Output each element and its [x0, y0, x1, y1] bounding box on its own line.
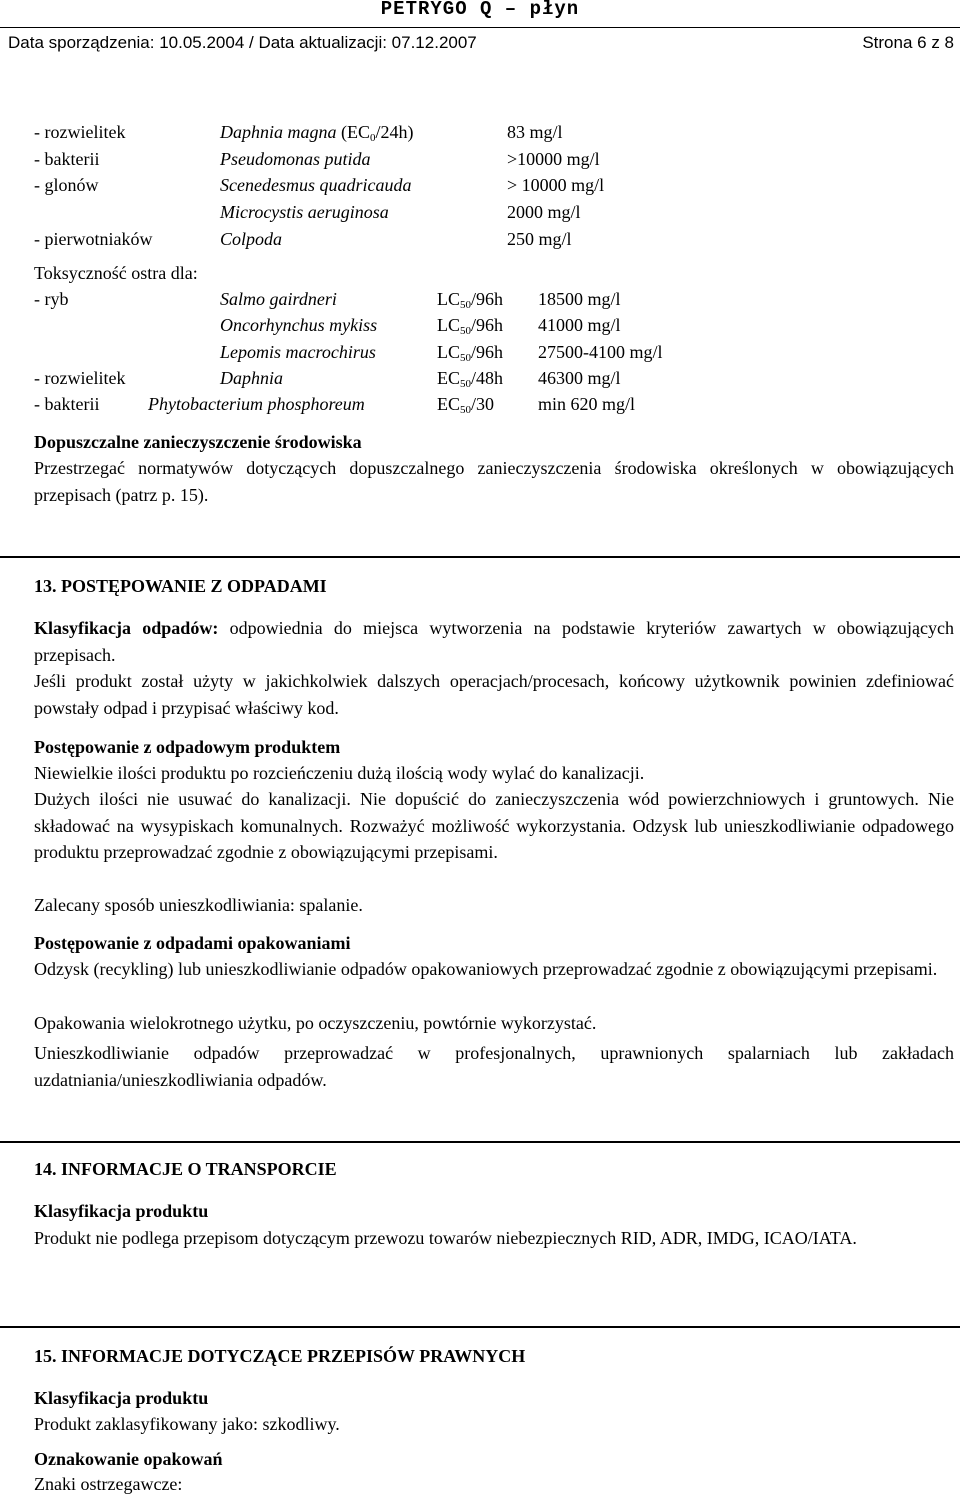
- regulatory-classification-heading: Klasyfikacja produktu: [34, 1388, 209, 1408]
- section-divider: [0, 556, 960, 558]
- table-row: [0, 392, 960, 416]
- test-type: [437, 340, 503, 364]
- table-row: [0, 366, 960, 390]
- test-prefix: LC: [437, 289, 461, 309]
- species-name: Microcystis aeruginosa: [220, 202, 389, 222]
- header-dates: Data sporządzenia: 10.05.2004 / Data aktualizacji: 07.12.2007: [8, 33, 477, 52]
- species-name: Scenedesmus quadricauda: [220, 175, 412, 195]
- section-divider: [0, 1141, 960, 1143]
- waste-product-text-3: Zalecany sposób unieszkodliwiania: spalanie.: [34, 895, 363, 915]
- organism-group: - bakterii: [34, 394, 100, 414]
- test-subscript: 50: [460, 325, 472, 337]
- species-name: Lepomis macrochirus: [220, 342, 376, 362]
- waste-classification-label: Klasyfikacja odpadów:: [34, 618, 219, 638]
- toxicity-value: 41000 mg/l: [538, 315, 621, 335]
- toxicity-value: 250 mg/l: [507, 229, 572, 249]
- table-row: [0, 227, 960, 251]
- waste-product-text-2: Dużych ilości nie usuwać do kanalizacji. Nie dopuścić do zanieczyszczenia wód powierzchniowych i gruntowych. Nie składować na wysypiskach komunalnych. Rozważyć możliwość wykorzystania. Odzysk lub unieszkodliwianie odpadowego produktu przeprowadzać zgodnie z obowiązującymi przepisami.: [34, 789, 954, 862]
- table-row: [0, 340, 960, 364]
- test-subscript: 0: [370, 132, 376, 144]
- waste-classification-text: odpowiednia do miejsca wytworzenia na podstawie kryteriów zawartych w obowiązujących przepisach.: [34, 618, 954, 665]
- organism-group: - rozwielitek: [34, 368, 126, 388]
- test-duration: /96h: [471, 289, 504, 309]
- table-row: [0, 173, 960, 197]
- waste-classification-note: Jeśli produkt został użyty w jakichkolwiek dalszych operacjach/procesach, końcowy użytkownik powinien zdefiniować powstały odpad i przypisać właściwy kod.: [34, 671, 954, 718]
- waste-product-heading: Postępowanie z odpadowym produktem: [34, 737, 341, 757]
- test-duration: /24h): [375, 122, 414, 142]
- toxicity-value: >10000 mg/l: [507, 149, 600, 169]
- test-type: [437, 313, 503, 337]
- test-subscript: 50: [460, 404, 472, 416]
- section-divider: [0, 1326, 960, 1328]
- toxicity-value: 2000 mg/l: [507, 202, 581, 222]
- table-row: [0, 147, 960, 171]
- packaging-text-3: Unieszkodliwianie odpadów przeprowadzać w profesjonalnych, uprawnionych spalarniach lub zakładach uzdatniania/unieszkodliwiania odpadów.: [34, 1043, 954, 1090]
- toxicity-value: min 620 mg/l: [538, 394, 636, 414]
- table-row: [0, 200, 960, 224]
- section-15-title: 15. INFORMACJE DOTYCZĄCE PRZEPISÓW PRAWNYCH: [34, 1346, 526, 1366]
- test-subscript: 50: [460, 352, 472, 364]
- acute-toxicity-heading: Toksyczność ostra dla:: [34, 263, 198, 283]
- labeling-heading: Oznakowanie opakowań: [34, 1449, 223, 1469]
- species-name: Daphnia: [220, 368, 283, 388]
- test-prefix: EC: [437, 394, 461, 414]
- waste-product-text-1: Niewielkie ilości produktu po rozcieńczeniu dużą ilością wody wylać do kanalizacji.: [34, 763, 645, 783]
- test-prefix: EC: [437, 368, 461, 388]
- species-name: Salmo gairdneri: [220, 289, 337, 309]
- labeling-text: Znaki ostrzegawcze:: [34, 1474, 183, 1494]
- packaging-heading: Postępowanie z odpadami opakowaniami: [34, 933, 351, 953]
- toxicity-value: 46300 mg/l: [538, 368, 621, 388]
- toxicity-value: > 10000 mg/l: [507, 175, 605, 195]
- test-type: [437, 392, 494, 416]
- test-type: (EC: [341, 122, 370, 142]
- packaging-text-2: Opakowania wielokrotnego użytku, po oczyszczeniu, powtórnie wykorzystać.: [34, 1013, 597, 1033]
- test-type: [437, 287, 503, 311]
- page-number: Strona 6 z 8: [862, 33, 954, 52]
- transport-classification-heading: Klasyfikacja produktu: [34, 1201, 209, 1221]
- packaging-text-1: Odzysk (recykling) lub unieszkodliwianie odpadów opakowaniowych przeprowadzać zgodnie z obowiązującymi przepisami.: [34, 959, 938, 979]
- pollution-heading: Dopuszczalne zanieczyszczenie środowiska: [34, 432, 362, 452]
- document-title: PETRYGO Q – płyn: [380, 0, 580, 20]
- toxicity-value: 18500 mg/l: [538, 289, 621, 309]
- toxicity-value: 83 mg/l: [507, 122, 563, 142]
- test-prefix: LC: [437, 315, 461, 335]
- species-name: Phytobacterium phosphoreum: [148, 394, 365, 414]
- organism-group: - glonów: [34, 175, 99, 195]
- table-row: [0, 287, 960, 311]
- test-type: [437, 366, 503, 390]
- species-name: Daphnia magna: [220, 122, 337, 142]
- table-row: [0, 313, 960, 337]
- regulatory-classification-text: Produkt zaklasyfikowany jako: szkodliwy.: [34, 1414, 340, 1434]
- test-prefix: LC: [437, 342, 461, 362]
- test-duration: /96h: [471, 315, 504, 335]
- pollution-text: Przestrzegać normatywów dotyczących dopuszczalnego zanieczyszczenia środowiska określonych w obowiązujących przepisach (patrz p. 15).: [34, 458, 954, 505]
- test-duration: /96h: [471, 342, 504, 362]
- transport-classification-text: Produkt nie podlega przepisom dotyczącym przewozu towarów niebezpiecznych RID, ADR, IMDG, ICAO/IATA.: [34, 1228, 857, 1248]
- test-subscript: 50: [460, 299, 472, 311]
- waste-classification: [34, 615, 954, 668]
- organism-group: - bakterii: [34, 149, 100, 169]
- section-13-title: 13. POSTĘPOWANIE Z ODPADAMI: [34, 576, 327, 596]
- header-divider: [0, 27, 960, 28]
- organism-group: - pierwotniaków: [34, 229, 153, 249]
- toxicity-value: 27500-4100 mg/l: [538, 342, 663, 362]
- species-name: Oncorhynchus mykiss: [220, 315, 378, 335]
- test-subscript: 50: [460, 378, 472, 390]
- organism-group: - rozwielitek: [34, 122, 126, 142]
- table-row: [0, 120, 960, 144]
- test-duration: /48h: [471, 368, 504, 388]
- section-14-title: 14. INFORMACJE O TRANSPORCIE: [34, 1159, 337, 1179]
- species-name: Pseudomonas putida: [220, 149, 371, 169]
- species-name: Colpoda: [220, 229, 283, 249]
- organism-group: - ryb: [34, 289, 69, 309]
- test-duration: /30: [471, 394, 495, 414]
